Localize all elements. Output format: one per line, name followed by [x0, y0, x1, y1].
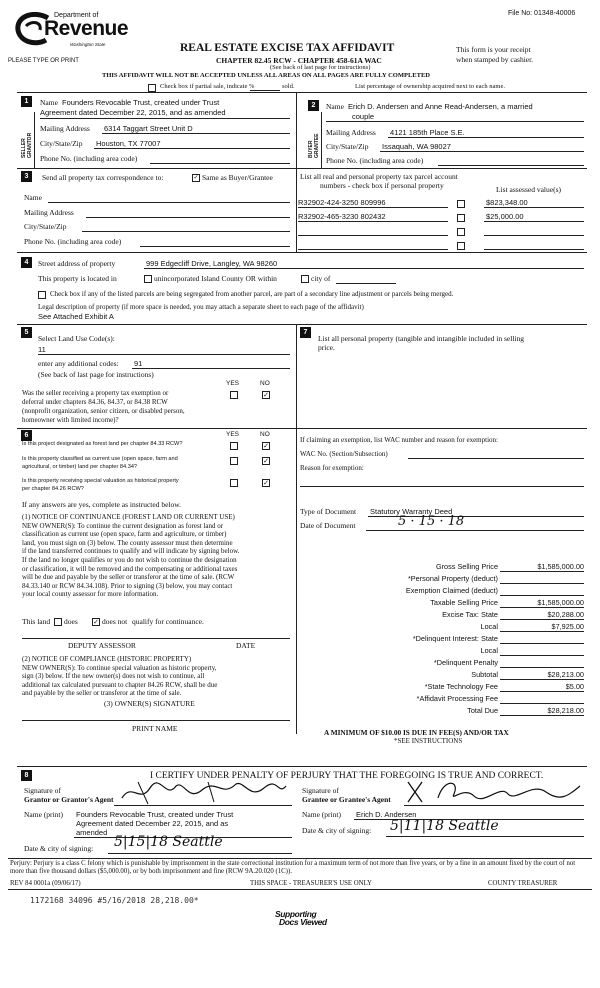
- buyer-mailing-value: 4121 185th Place S.E.: [390, 128, 465, 137]
- notice-line: classification as current use (open space, farm and agriculture, or timber): [22, 530, 227, 539]
- form-chapter: CHAPTER 82.45 RCW - CHAPTER 458-61A WAC: [216, 56, 382, 65]
- tax-row: [300, 586, 588, 598]
- minimum-fee-note: A MINIMUM OF $10.00 IS DUE IN FEE(S) AND/OR TAX: [324, 728, 509, 737]
- print-name-label: PRINT NAME: [132, 724, 178, 733]
- corr-phone-label: Phone No. (including area code): [24, 237, 122, 246]
- grantor-sig-label-2: Grantor or Grantor's Agent: [24, 795, 114, 804]
- notice-line: (1) NOTICE OF CONTINUANCE (FOREST LAND OR CURRENT USE): [22, 513, 235, 521]
- tax-row-label: *State Technology Fee: [424, 682, 498, 691]
- supporting-text: Supporting: [275, 909, 317, 919]
- buyer-phone-label: Phone No. (including area code): [326, 156, 424, 165]
- parcels-header-1: List all real and personal property tax parcel account: [300, 172, 458, 181]
- grantor-name-print-1: Founders Revocable Trust, created under Trust: [76, 810, 234, 819]
- section-6-number: 6: [21, 430, 32, 441]
- wac-number-label: WAC No. (Section/Subsection): [300, 450, 388, 458]
- s5-no-checkbox[interactable]: ✓: [263, 391, 269, 399]
- sold-label: sold.: [282, 83, 295, 90]
- personal-property-label-1: List all personal property (tangible and intangible included in selling: [318, 334, 524, 343]
- historic-question-1: Is this property receiving special valuation as historical property: [22, 478, 179, 484]
- seller-name-label: Name: [40, 98, 58, 107]
- land-does-checkbox[interactable]: [54, 618, 62, 626]
- doc-type-value: Statutory Warranty Deed: [370, 507, 453, 516]
- partial-sale-label: Check box if partial sale, indicate %: [160, 83, 255, 90]
- notice-line: NEW OWNER(S): To continue special valuation as historic property,: [22, 663, 217, 672]
- exemption-q-line-4: homeowner with limited income)?: [22, 416, 119, 424]
- current-use-no-checkbox[interactable]: ✓: [263, 457, 269, 465]
- tax-row-label: Exemption Claimed (deduct): [405, 586, 498, 595]
- grantor-name-print-label: Name (print): [24, 810, 63, 819]
- deputy-date-label: DATE: [236, 641, 256, 650]
- forest-land-question: Is this project designated as forest land per chapter 84.33 RCW?: [22, 441, 183, 447]
- current-use-question-1: Is this property classified as current use (open space, farm and: [22, 456, 178, 462]
- logo-department: Department of: [54, 12, 99, 19]
- qualify-label: qualify for continuance.: [132, 617, 204, 626]
- exemption-wac-label: If claiming an exemption, list WAC number and reason for exemption:: [300, 436, 498, 444]
- tax-row-value: $7,925.00: [551, 622, 584, 631]
- located-label: This property is located in: [38, 274, 117, 283]
- assessed-value-header: List assessed value(s): [496, 185, 561, 194]
- land-does-not-checkbox[interactable]: ✓: [93, 618, 99, 626]
- same-as-buyer-label: Same as Buyer/Grantee: [202, 173, 273, 182]
- seller-mailing-label: Mailing Address: [40, 124, 90, 133]
- perjury-note: Perjury: Perjury is a class C felony which is punishable by imprisonment in the state correctional institution for a maximum term of not more than five years, or by a fine in an amount fixed by the court of not more than five thousand dollars ($5,000.00), or by both imprisonment and fine (RCW 9A.20.020 (1C)).: [10, 860, 576, 876]
- receipt-note-1: This form is your receipt: [456, 45, 531, 54]
- section-1-number: 1: [21, 96, 32, 107]
- historic-question-2: per chapter 84.26 RCW?: [22, 486, 84, 492]
- city-checkbox[interactable]: [301, 275, 309, 283]
- tax-row: [300, 562, 588, 574]
- additional-codes-label: enter any additional codes:: [38, 359, 119, 368]
- seller-city-label: City/State/Zip: [40, 139, 83, 148]
- exemption-q-line-2: deferral under chapters 84.36, 84.37, or 84.38 RCW: [22, 398, 168, 406]
- buyer-name-label: Name: [326, 102, 344, 111]
- logo-revenue: Revenue: [44, 17, 129, 40]
- parcel-1-personal-checkbox[interactable]: [457, 200, 465, 208]
- s5-yes-checkbox[interactable]: [230, 391, 238, 399]
- historic-no-checkbox[interactable]: ✓: [263, 479, 269, 487]
- tax-row: [300, 610, 588, 622]
- exemption-q-line-3: (nonprofit organization, senior citizen, or disabled person,: [22, 407, 185, 415]
- buyer-name-line-1: Erich D. Andersen and Anne Read-Andersen, a married: [348, 102, 533, 111]
- tax-row: [300, 694, 588, 706]
- notice-of-compliance: [22, 655, 217, 698]
- partial-sale-checkbox[interactable]: [148, 84, 156, 92]
- parcel-row-2: R32902-465-3230 802432: [298, 212, 386, 221]
- exemption-reason-label: Reason for exemption:: [300, 464, 364, 472]
- grantor-date-city-value: 5|15|18 Seattle: [114, 834, 223, 850]
- tax-row-value: $20,288.00: [547, 610, 584, 619]
- tax-row: [300, 622, 588, 634]
- section-7-number: 7: [300, 327, 311, 338]
- street-address-value: 999 Edgecliff Drive, Langley, WA 98260: [146, 259, 278, 268]
- land-use-value: 11: [38, 345, 46, 354]
- land-use-label: Select Land Use Code(s):: [38, 334, 115, 343]
- notice-line: and payable by the seller or transferor at the time of sale.: [22, 689, 182, 698]
- logo-state: Washington State: [70, 42, 106, 47]
- current-use-yes-checkbox[interactable]: [230, 457, 238, 465]
- tax-row-label: Local: [480, 622, 498, 631]
- certify-statement: I CERTIFY UNDER PENALTY OF PERJURY THAT THE FOREGOING IS TRUE AND CORRECT.: [150, 771, 544, 781]
- tax-row-label: *Affidavit Processing Fee: [416, 694, 498, 703]
- tax-row-value: $5.00: [565, 682, 584, 691]
- tax-row: [300, 598, 588, 610]
- notice-line: NEW OWNER(S): To continue the current designation as forest land or: [22, 521, 224, 530]
- buyer-mailing-label: Mailing Address: [326, 128, 376, 137]
- treasurer-stamp: 1172168 34096 #5/16/2018 28,218.00*: [30, 896, 199, 905]
- tax-row-label: Taxable Selling Price: [430, 598, 498, 607]
- deputy-assessor-label: DEPUTY ASSESSOR: [68, 641, 136, 650]
- section-8-number: 8: [21, 770, 32, 781]
- doc-type-label: Type of Document: [300, 507, 357, 516]
- tax-row: [300, 658, 588, 670]
- additional-codes-value: 91: [134, 359, 143, 368]
- legal-description-value: See Attached Exhibit A: [38, 312, 114, 321]
- receipt-note-2: when stamped by cashier.: [456, 55, 534, 64]
- unincorporated-checkbox[interactable]: [144, 275, 152, 283]
- form-warning: THIS AFFIDAVIT WILL NOT BE ACCEPTED UNLESS ALL AREAS ON ALL PAGES ARE FULLY COMPLETED: [102, 72, 430, 79]
- notice-line: if the land transferred continues to qualify and will indicate by signing below.: [22, 547, 240, 556]
- this-land-label: This land: [22, 617, 51, 626]
- parcel-4-personal-checkbox[interactable]: [457, 242, 465, 250]
- tax-row: [300, 670, 588, 682]
- seller-side-label: SELLER GRANTOR: [21, 132, 33, 158]
- instructions-note: (See back of last page for instructions): [270, 64, 371, 71]
- seller-name-line-1: Founders Revocable Trust, created under Trust: [62, 98, 220, 107]
- file-number: File No: 01348-40006: [508, 10, 576, 17]
- tax-row: [300, 634, 588, 646]
- section-5-number: 5: [21, 327, 32, 338]
- owner-signature-label: (3) OWNER(S) SIGNATURE: [104, 699, 195, 708]
- segregated-checkbox[interactable]: [38, 291, 46, 299]
- tax-row: [300, 646, 588, 658]
- tax-row-label: Gross Selling Price: [435, 562, 498, 571]
- tax-row-label: *Personal Property (deduct): [407, 574, 498, 583]
- grantor-signature: [118, 778, 288, 806]
- notice-of-continuance: [22, 513, 239, 599]
- notice-line: land, you must sign on (3) below. The county assessor must then determine: [22, 538, 233, 547]
- form-revision: REV 84 0001a (09/06/17): [10, 880, 81, 887]
- notice-line: or classification, it will be removed and the compensating or additional taxes: [22, 564, 238, 573]
- seller-name-line-2: Agreement dated December 22, 2015, and as amended: [40, 108, 226, 117]
- s5-no-header: NO: [260, 380, 270, 387]
- forest-no-checkbox[interactable]: ✓: [263, 442, 269, 450]
- located-unincorporated: unincorporated Island County OR within: [154, 274, 277, 283]
- corr-city-label: City/State/Zip: [24, 222, 67, 231]
- notice-line: 84.33.140 or RCW 84.34.108). Prior to signing (3) below, you may contact: [22, 581, 233, 590]
- grantee-name-print: Erich D. Andersen: [356, 810, 417, 819]
- current-use-question-2: agricultural, or timber) land per chapter 84.34?: [22, 464, 138, 470]
- tax-row-label: Local: [480, 646, 498, 655]
- parcels-header-2: numbers - check box if personal property: [320, 181, 444, 190]
- notice-line: your local county assessor for more information.: [22, 590, 159, 599]
- forest-yes-checkbox[interactable]: [230, 442, 238, 450]
- tax-row-label: Subtotal: [471, 670, 498, 679]
- county-treasurer: COUNTY TREASURER: [488, 880, 558, 887]
- personal-property-label-2: price.: [318, 343, 335, 352]
- tax-row-value: $28,213.00: [547, 670, 584, 679]
- assessed-value-1: $823,348.00: [486, 198, 528, 207]
- seller-mailing-value: 6314 Taggart Street Unit D: [104, 124, 193, 133]
- legal-description-label: Legal description of property (if more space is needed, you may attach a separate sheet to each page of the affidavit): [38, 303, 364, 311]
- notice-line: If the land no longer qualifies or you do not wish to continue the designation: [22, 555, 237, 564]
- street-address-label: Street address of property: [38, 259, 116, 268]
- grantor-name-print-3: amended: [76, 828, 108, 837]
- parcel-2-personal-checkbox[interactable]: [457, 214, 465, 222]
- doc-date-label: Date of Document: [300, 521, 356, 530]
- if-yes-note: If any answers are yes, complete as instructed below.: [22, 500, 182, 509]
- notice-line: will be due and payable by the seller or transferor at the time of sale. (RCW: [22, 573, 235, 582]
- corr-mailing-label: Mailing Address: [24, 208, 74, 217]
- buyer-city-label: City/State/Zip: [326, 142, 369, 151]
- grantor-name-print-2: Agreement dated December 22, 2015, and as: [76, 819, 229, 828]
- s6-yes-header: YES: [226, 431, 240, 438]
- buyer-name-line-2: couple: [352, 112, 375, 121]
- ownership-pct-note: List percentage of ownership acquired next to each name.: [355, 83, 505, 90]
- tax-row: [300, 574, 588, 586]
- grantee-date-city-label: Date & city of signing:: [302, 826, 372, 835]
- segregated-label: Check box if any of the listed parcels are being segregated from another parcel, are part of a secondary line adjustment or parcels being merged.: [50, 290, 454, 298]
- grantee-sig-label-1: Signature of: [302, 786, 339, 795]
- located-city: city of: [311, 274, 331, 283]
- parcel-row-1: R32902-424-3250 809996: [298, 198, 386, 207]
- parcel-3-personal-checkbox[interactable]: [457, 228, 465, 236]
- does-not-label: does not: [102, 617, 128, 626]
- s6-no-header: NO: [260, 431, 270, 438]
- s5-yes-header: YES: [226, 380, 240, 387]
- historic-yes-checkbox[interactable]: [230, 479, 238, 487]
- tax-row-value: $1,585,000.00: [537, 598, 584, 607]
- tax-row-label: *Delinquent Interest: State: [412, 634, 498, 643]
- tax-row-value: $1,585,000.00: [537, 562, 584, 571]
- tax-row-value: $28,218.00: [547, 706, 584, 715]
- grantee-sig-label-2: Grantee or Grantee's Agent: [302, 795, 391, 804]
- grantee-signature: [404, 776, 584, 806]
- notice-line: (2) NOTICE OF COMPLIANCE (HISTORIC PROPERTY): [22, 655, 192, 663]
- assessed-value-2: $25,000.00: [486, 212, 524, 221]
- buyer-side-label: BUYER GRANTEE: [308, 133, 320, 158]
- notice-line: additional tax calculated pursuant to chapter 84.26 RCW, shall be due: [22, 680, 218, 689]
- tax-row: [300, 706, 588, 718]
- tax-row: [300, 682, 588, 694]
- exemption-q-line-1: Was the seller receiving a property tax exemption or: [22, 389, 169, 397]
- tax-calculation-table: [300, 562, 588, 718]
- treasurer-space: THIS SPACE - TREASURER'S USE ONLY: [250, 880, 372, 887]
- corr-name-label: Name: [24, 193, 42, 202]
- grantee-date-city-value: 5|11|18 Seattle: [390, 818, 499, 834]
- seller-city-value: Houston, TX 77007: [96, 139, 161, 148]
- section-2-number: 2: [308, 100, 319, 111]
- see-instructions-note: *SEE INSTRUCTIONS: [394, 737, 463, 745]
- grantor-sig-label-1: Signature of: [24, 786, 61, 795]
- doc-date-value: 5 · 15 · 18: [398, 514, 465, 529]
- same-as-buyer-checkbox[interactable]: ✓: [193, 175, 199, 181]
- tax-row-label: Total Due: [467, 706, 498, 715]
- supporting-docs-stamp: [275, 910, 327, 926]
- dor-logo: [14, 10, 134, 58]
- land-use-see-back: (See back of last page for instructions): [38, 370, 154, 379]
- docs-viewed-text: Docs Viewed: [279, 917, 327, 927]
- section-3-number: 3: [21, 171, 32, 182]
- section-4-number: 4: [21, 257, 32, 268]
- correspondence-label: Send all property tax correspondence to:: [42, 173, 164, 182]
- grantor-date-city-label: Date & city of signing:: [24, 844, 94, 853]
- tax-row-label: *Delinquent Penalty: [433, 658, 498, 667]
- tax-row-label: Excise Tax: State: [442, 610, 498, 619]
- seller-phone-label: Phone No. (including area code): [40, 154, 138, 163]
- grantee-name-print-label: Name (print): [302, 810, 341, 819]
- does-label: does: [64, 617, 78, 626]
- buyer-city-value: Issaquah, WA 98027: [382, 142, 451, 151]
- please-type: PLEASE TYPE OR PRINT: [8, 58, 79, 64]
- notice-line: sign (3) below. If the new owner(s) does not wish to continue, all: [22, 672, 205, 681]
- form-title: REAL ESTATE EXCISE TAX AFFIDAVIT: [180, 42, 395, 54]
